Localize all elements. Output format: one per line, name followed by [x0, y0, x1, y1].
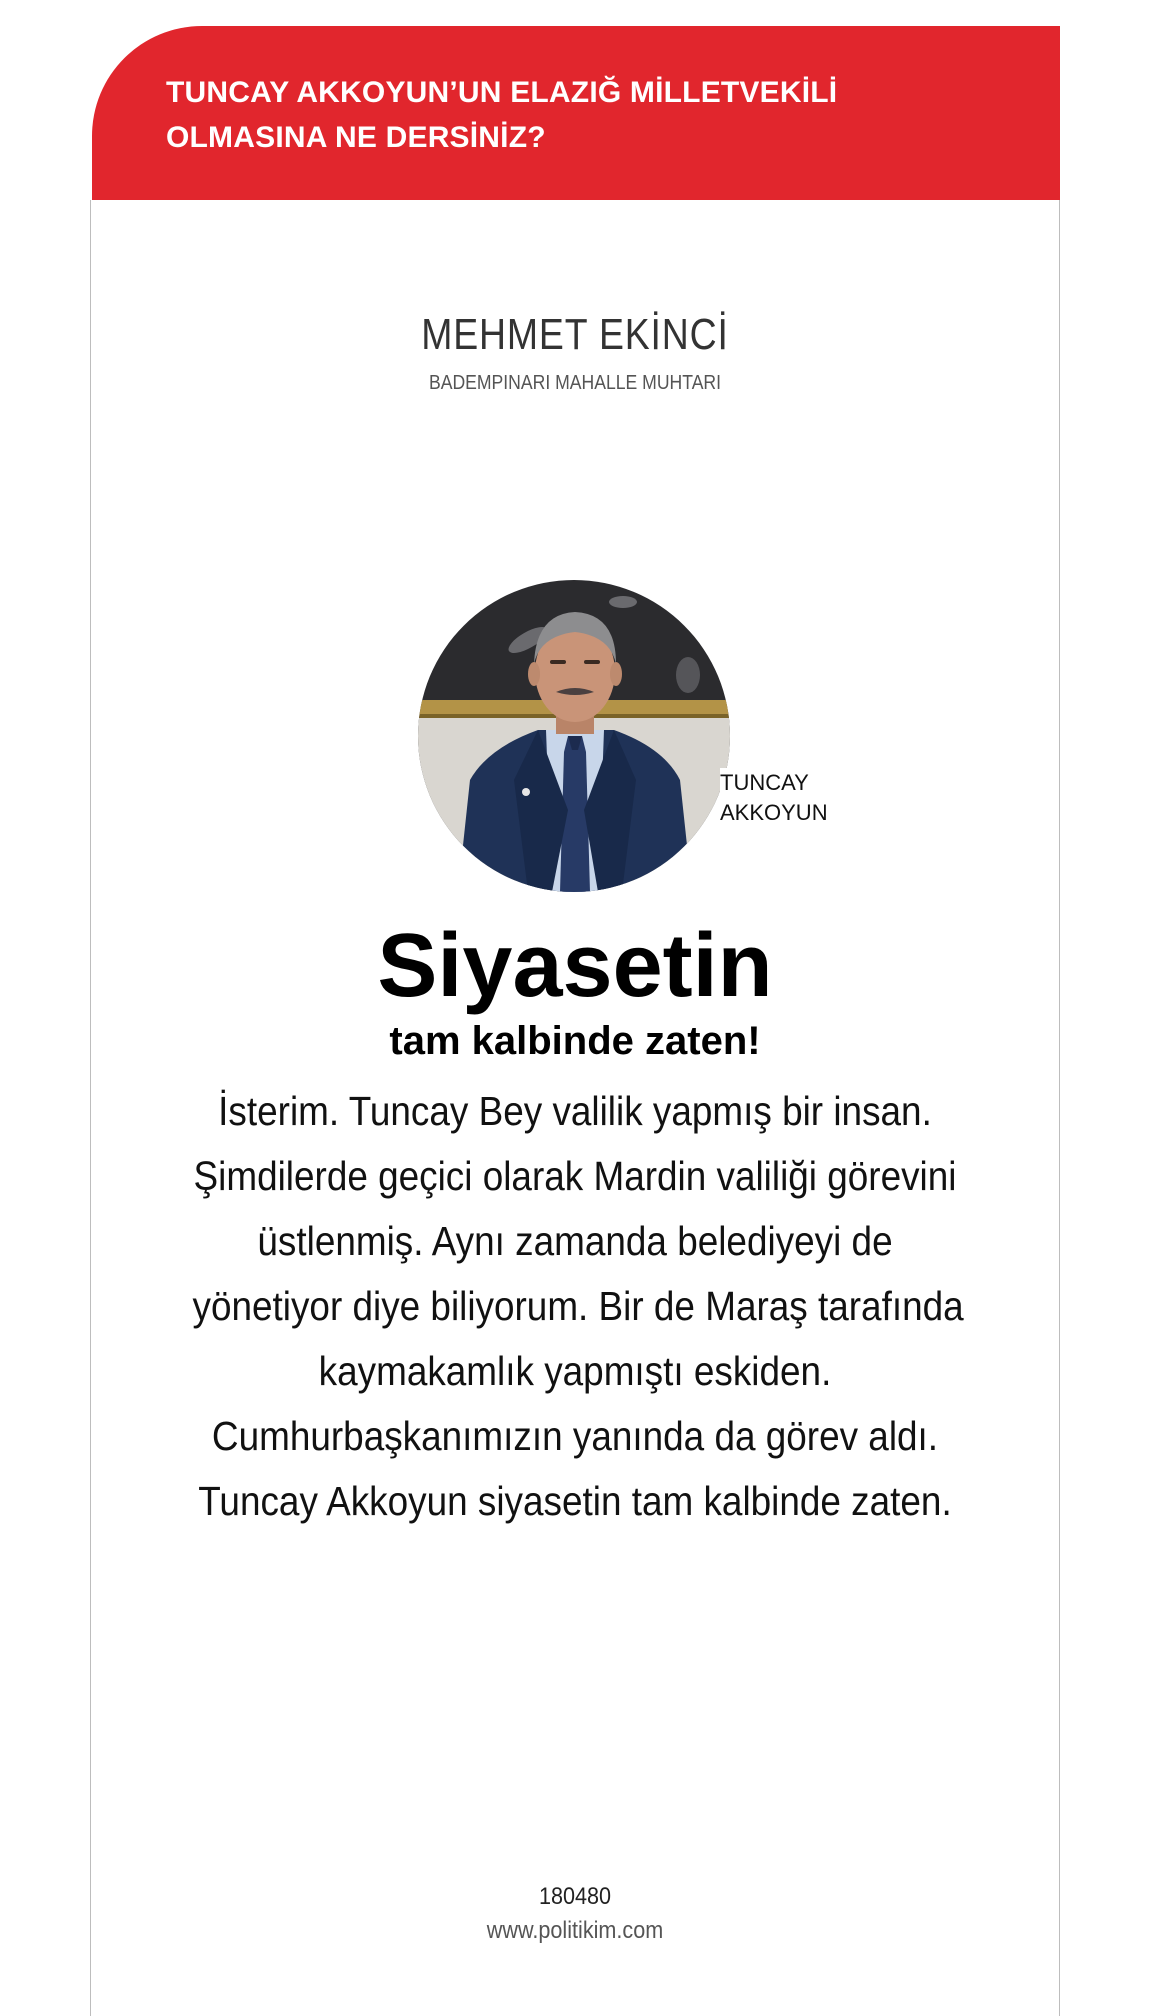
article-body: [150, 1079, 1000, 1534]
portrait-photo: [418, 580, 730, 892]
article-line: yönetiyor diye biliyorum. Bir de Maraş tarafında: [192, 1283, 964, 1329]
footer-url[interactable]: www.politikim.com: [486, 1917, 664, 1944]
headline: Siyasetin: [377, 916, 773, 1016]
footer-id: 180480: [538, 1883, 612, 1910]
banner-title-line-1: TUNCAY AKKOYUN’UN ELAZIĞ MİLLETVEKİLİ: [166, 76, 838, 109]
article-line: Tuncay Akkoyun siyasetin tam kalbinde zaten.: [198, 1478, 952, 1524]
photo-caption-line-2: AKKOYUN: [720, 800, 828, 825]
article-line: Cumhurbaşkanımızın yanında da görev aldı.: [211, 1413, 939, 1459]
author-role: BADEMPINARI MAHALLE MUHTARI: [428, 372, 722, 394]
article-line: kaymakamlık yapmıştı eskiden.: [318, 1348, 832, 1394]
photo-caption: [720, 768, 900, 828]
article-line: Şimdilerde geçici olarak Mardin valiliği görevini: [193, 1153, 957, 1199]
article-line: üstlenmiş. Aynı zamanda belediyeyi de: [257, 1218, 893, 1264]
subheadline: tam kalbinde zaten!: [389, 1019, 761, 1063]
author-name: MEHMET EKİNCİ: [421, 310, 729, 359]
photo-caption-line-1: TUNCAY: [720, 770, 809, 795]
article-line: İsterim. Tuncay Bey valilik yapmış bir insan.: [218, 1088, 932, 1134]
portrait-illustration: [418, 580, 730, 892]
banner-title: [166, 70, 986, 160]
title-banner: [92, 26, 1060, 200]
banner-title-line-2: OLMASINA NE DERSİNİZ?: [166, 121, 546, 154]
